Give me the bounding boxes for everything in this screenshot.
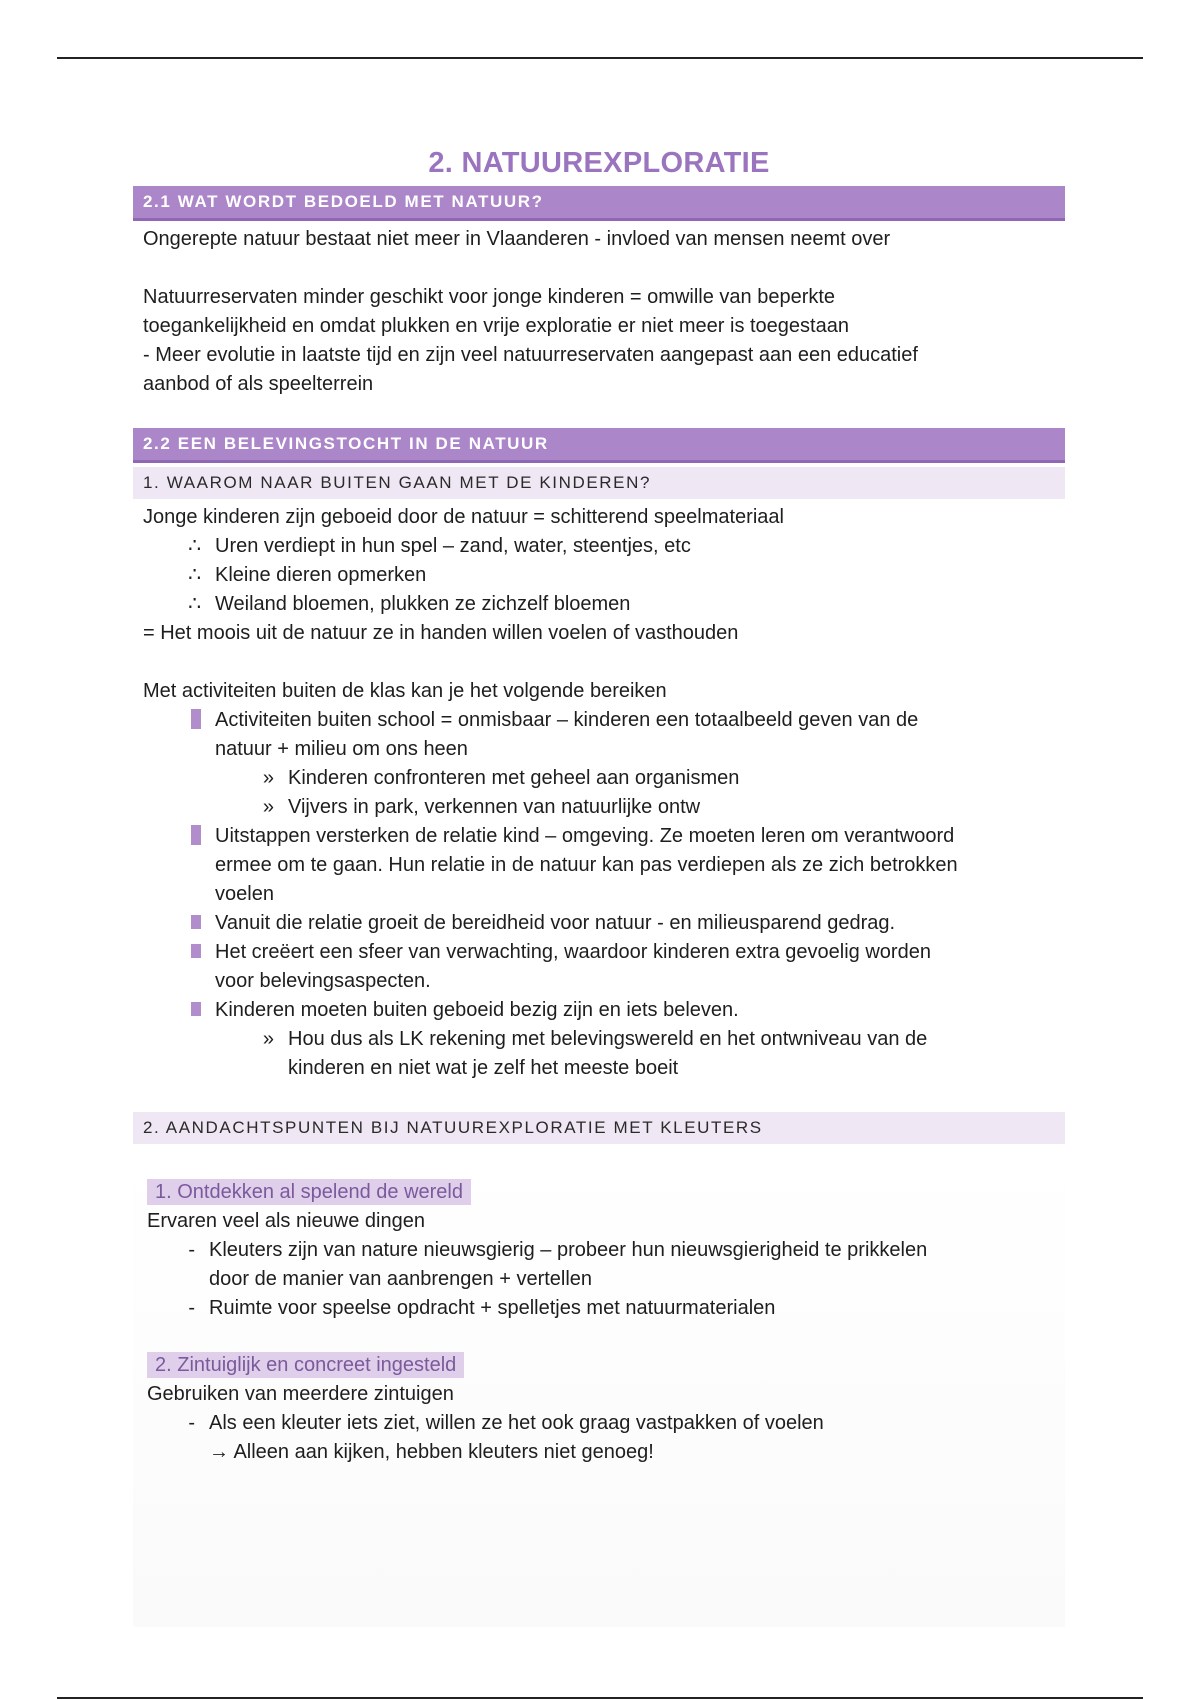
square-bullet-icon	[143, 938, 215, 996]
point-2	[133, 1351, 1065, 1467]
paragraph-line: Jonge kinderen zijn geboeid door de natuur = schitterend speelmateriaal	[143, 506, 784, 528]
paragraph-line: - Meer evolutie in laatste tijd en zijn veel natuurreservaten aangepast aan een educatief	[143, 344, 918, 366]
sub-list-item: » Hou dus als LK rekening met belevingswereld en het ontwniveau van de kinderen en niet wat je zelf het meeste boeit	[143, 1025, 1065, 1083]
therefore-icon: ∴	[188, 564, 201, 586]
square-bullet-icon	[143, 909, 215, 938]
chevron-bullet-icon: »	[262, 1028, 274, 1050]
sub-list-item: » Kinderen confronteren met geheel aan organismen	[143, 764, 1065, 793]
list-item: Vanuit die relatie groeit de bereidheid voor natuur - en milieusparend gedrag.	[143, 909, 1065, 938]
subheading-waarom: 1. WAAROM NAAR BUITEN GAAN MET DE KINDEREN?	[133, 467, 1065, 499]
section-2-2-2-body	[133, 1148, 1065, 1627]
arrow-note: → Alleen aan kijken, hebben kleuters niet genoeg!	[209, 1441, 654, 1463]
paragraph-line: aanbod of als speelterrein	[143, 373, 374, 395]
square-bullet-icon	[143, 706, 215, 764]
list-item: - Kleuters zijn van nature nieuwsgierig – probeer hun nieuwsgierigheid te prikkelen door de manier van aanbrengen + vertellen	[147, 1236, 1065, 1294]
dash-bullet-icon: -	[188, 1412, 195, 1434]
paragraph-line: Met activiteiten buiten de klas kan je het volgende bereiken	[143, 680, 667, 702]
point-1	[133, 1178, 1065, 1323]
subheading-aandachtspunten: 2. AANDACHTSPUNTEN BIJ NATUUREXPLORATIE MET KLEUTERS	[133, 1112, 1065, 1144]
section-2-1-body	[133, 225, 1065, 399]
section-heading-2-1: 2.1 WAT WORDT BEDOELD MET NATUUR?	[133, 186, 1065, 221]
list-item: Kinderen moeten buiten geboeid bezig zijn en iets beleven.	[143, 996, 1065, 1025]
therefore-icon: ∴	[188, 593, 201, 615]
header-rule	[57, 57, 1143, 59]
chevron-bullet-icon: »	[262, 767, 274, 789]
paragraph-line: = Het moois uit de natuur ze in handen willen voelen of vasthouden	[143, 622, 739, 644]
list-item: Het creëert een sfeer van verwachting, waardoor kinderen extra gevoelig worden voor belevingsaspecten.	[143, 938, 1065, 996]
therefore-icon: ∴	[188, 535, 201, 557]
page-title: 2. NATUUREXPLORATIE	[428, 147, 770, 179]
list-item: ∴ Kleine dieren opmerken	[143, 561, 1065, 590]
dash-bullet-icon: -	[188, 1239, 195, 1261]
point-label: 2. Zintuiglijk en concreet ingesteld	[147, 1352, 464, 1378]
list-item: Activiteiten buiten school = onmisbaar – kinderen een totaalbeeld geven van de natuur + milieu om ons heen	[143, 706, 1065, 764]
footer-rule	[57, 1697, 1143, 1699]
square-bullet-icon	[143, 822, 215, 909]
paragraph-line: Natuurreservaten minder geschikt voor jonge kinderen = omwille van beperkte	[143, 286, 836, 308]
chevron-bullet-icon: »	[262, 796, 274, 818]
list-item: - Als een kleuter iets ziet, willen ze het ook graag vastpakken of voelen → Alleen aan kijken, hebben kleuters niet genoeg!	[147, 1409, 1065, 1467]
list-item: - Ruimte voor speelse opdracht + spelletjes met natuurmaterialen	[147, 1294, 1065, 1323]
paragraph-line: Gebruiken van meerdere zintuigen	[147, 1383, 454, 1405]
list-item: Uitstappen versterken de relatie kind – omgeving. Ze moeten leren om verantwoord ermee om te gaan. Hun relatie in de natuur kan pas verdiepen als ze zich betrokken voelen	[143, 822, 1065, 909]
paragraph-line: toegankelijkheid en omdat plukken en vrije exploratie er niet meer is toegestaan	[143, 315, 849, 337]
section-2-2-1-body	[133, 503, 1065, 1083]
document-page	[133, 147, 1065, 1627]
point-label: 1. Ontdekken al spelend de wereld	[147, 1179, 471, 1205]
list-item: ∴ Uren verdiept in hun spel – zand, water, steentjes, etc	[143, 532, 1065, 561]
list-item: ∴ Weiland bloemen, plukken ze zichzelf bloemen	[143, 590, 1065, 619]
dash-bullet-icon: -	[188, 1297, 195, 1319]
square-bullet-icon	[143, 996, 215, 1025]
paragraph: Ongerepte natuur bestaat niet meer in Vlaanderen - invloed van mensen neemt over	[143, 228, 891, 250]
section-heading-2-2: 2.2 EEN BELEVINGSTOCHT IN DE NATUUR	[133, 428, 1065, 463]
paragraph-line: Ervaren veel als nieuwe dingen	[147, 1210, 425, 1232]
sub-list-item: » Vijvers in park, verkennen van natuurlijke ontw	[143, 793, 1065, 822]
